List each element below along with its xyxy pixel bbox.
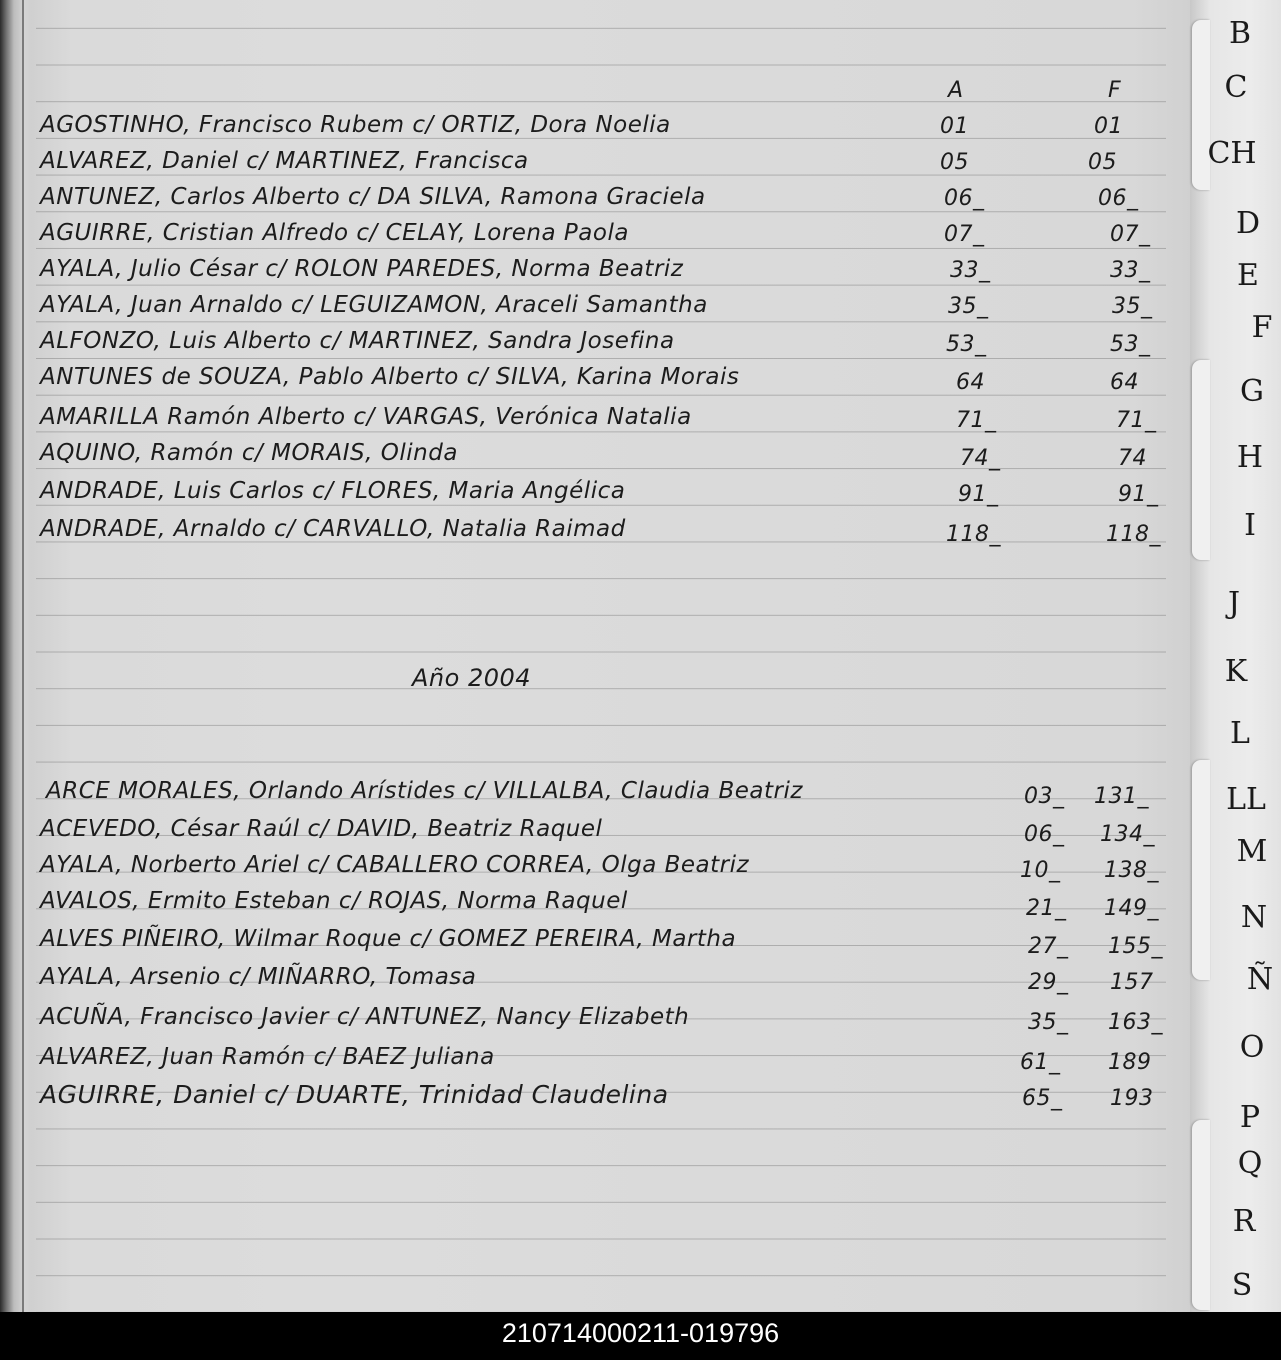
entry-col-f: 06_ (1098, 186, 1139, 211)
index-tab-enye[interactable]: Ñ (1246, 962, 1274, 997)
entry-name: ALVAREZ, Juan Ramón c/ BAEZ Juliana (40, 1044, 495, 1070)
index-tab-s[interactable]: S (1231, 1268, 1253, 1303)
entry-name: AYALA, Julio César c/ ROLON PAREDES, Norma Beatriz (40, 256, 684, 282)
entry-col-f: 155_ (1108, 934, 1163, 959)
entry-col-a: 61_ (1020, 1050, 1061, 1075)
entry-col-f: 64 (1110, 370, 1139, 395)
index-tab-f[interactable]: F (1251, 310, 1273, 345)
entry-col-f: 149_ (1104, 896, 1159, 921)
column-header-a: A (948, 78, 964, 103)
binding-spine (0, 0, 32, 1312)
entry-col-a: 07_ (944, 222, 985, 247)
index-tab-i[interactable]: I (1244, 508, 1256, 543)
entry-name: ALVES PIÑEIRO, Wilmar Roque c/ GOMEZ PEREIRA, Martha (40, 926, 737, 952)
tab-edge (1192, 1120, 1210, 1310)
index-tab-ch[interactable]: CH (1207, 136, 1257, 171)
index-tab-m[interactable]: M (1236, 834, 1268, 869)
column-header-f: F (1108, 78, 1122, 103)
entry-col-f: 05 (1088, 150, 1117, 175)
entry-col-f: 134_ (1100, 822, 1155, 847)
index-tab-k[interactable]: K (1224, 654, 1248, 689)
entry-name: ALVAREZ, Daniel c/ MARTINEZ, Francisca (40, 148, 529, 174)
entry-name: AQUINO, Ramón c/ MORAIS, Olinda (40, 440, 458, 466)
entry-name: AYALA, Juan Arnaldo c/ LEGUIZAMON, Araceli Samantha (40, 292, 708, 318)
entry-col-f: 193 (1110, 1086, 1154, 1111)
entry-col-f: 189 (1108, 1050, 1152, 1075)
entry-col-f: 35_ (1112, 294, 1153, 319)
index-tab-q[interactable]: Q (1237, 1146, 1263, 1181)
index-tab-e[interactable]: E (1237, 258, 1259, 293)
entry-name: AGUIRRE, Daniel c/ DUARTE, Trinidad Claudelina (40, 1080, 669, 1109)
entry-name: ANTUNEZ, Carlos Alberto c/ DA SILVA, Ramona Graciela (40, 184, 706, 210)
entry-col-a: 03_ (1024, 784, 1065, 809)
index-tab-o[interactable]: O (1239, 1030, 1265, 1065)
index-tab-l[interactable]: L (1230, 716, 1250, 751)
entry-col-f: 91_ (1118, 482, 1159, 507)
tab-edge (1192, 360, 1210, 560)
tab-edge (1192, 760, 1210, 980)
entry-name: ANDRADE, Arnaldo c/ CARVALLO, Natalia Raimad (40, 516, 626, 542)
entry-name: ANDRADE, Luis Carlos c/ FLORES, Maria Angélica (40, 478, 626, 504)
entry-col-a: 71_ (956, 408, 997, 433)
entry-col-a: 74_ (960, 446, 1001, 471)
entry-col-f: 163_ (1108, 1010, 1163, 1035)
entry-col-a: 91_ (958, 482, 999, 507)
entry-col-a: 33_ (950, 258, 991, 283)
entry-col-f: 131_ (1094, 784, 1149, 809)
entry-col-a: 29_ (1028, 970, 1069, 995)
entry-col-a: 53_ (946, 332, 987, 357)
index-tab-h[interactable]: H (1236, 440, 1264, 475)
entry-col-a: 06_ (1024, 822, 1065, 847)
entry-col-f: 157 (1110, 970, 1154, 995)
entry-col-a: 118_ (946, 522, 1001, 547)
entry-name: ANTUNES de SOUZA, Pablo Alberto c/ SILVA, Karina Morais (40, 364, 740, 390)
entry-name: ACUÑA, Francisco Javier c/ ANTUNEZ, Nancy Elizabeth (40, 1004, 690, 1030)
entry-name: ALFONZO, Luis Alberto c/ MARTINEZ, Sandra Josefina (40, 328, 675, 354)
index-tab-j[interactable]: J (1227, 586, 1241, 621)
index-tab-p[interactable]: P (1239, 1100, 1261, 1135)
entry-col-f: 71_ (1116, 408, 1157, 433)
spine-line (22, 0, 24, 1312)
entry-col-f: 138_ (1104, 858, 1159, 883)
entry-name: ACEVEDO, César Raúl c/ DAVID, Beatriz Raquel (40, 816, 603, 842)
entry-col-a: 05 (940, 150, 969, 175)
scan-id-caption: 210714000211-019796 (0, 1312, 1281, 1360)
index-tab-g[interactable]: G (1240, 374, 1264, 409)
index-tab-n[interactable]: N (1240, 900, 1268, 935)
year-heading: Año 2004 (412, 664, 532, 692)
entry-col-f: 74 (1118, 446, 1147, 471)
entry-name: AMARILLA Ramón Alberto c/ VARGAS, Verónica Natalia (40, 404, 692, 430)
entry-name: AGUIRRE, Cristian Alfredo c/ CELAY, Lorena Paola (40, 220, 629, 246)
index-tab-r[interactable]: R (1232, 1204, 1256, 1239)
index-tab-c[interactable]: C (1224, 70, 1248, 105)
entry-col-a: 10_ (1020, 858, 1061, 883)
entry-col-f: 53_ (1110, 332, 1151, 357)
entry-col-a: 06_ (944, 186, 985, 211)
entry-col-f: 118_ (1106, 522, 1161, 547)
entry-col-a: 21_ (1026, 896, 1067, 921)
index-tab-ll[interactable]: LL (1226, 782, 1266, 817)
entry-name: AYALA, Norberto Ariel c/ CABALLERO CORREA, Olga Beatriz (40, 852, 750, 878)
entry-name: ARCE MORALES, Orlando Arístides c/ VILLALBA, Claudia Beatriz (46, 778, 803, 804)
entry-col-a: 27_ (1028, 934, 1069, 959)
entry-col-a: 65_ (1022, 1086, 1063, 1111)
entry-col-a: 35_ (1028, 1010, 1069, 1035)
index-tab-b[interactable]: B (1228, 16, 1252, 51)
entry-col-f: 33_ (1110, 258, 1151, 283)
entry-name: AVALOS, Ermito Esteban c/ ROJAS, Norma Raquel (40, 888, 628, 914)
entry-col-a: 64 (956, 370, 985, 395)
entry-col-f: 01 (1094, 114, 1123, 139)
entry-col-a: 01 (940, 114, 969, 139)
entry-col-a: 35_ (948, 294, 989, 319)
entry-name: AGOSTINHO, Francisco Rubem c/ ORTIZ, Dora Noelia (40, 112, 671, 138)
index-tab-d[interactable]: D (1235, 206, 1261, 241)
entry-name: AYALA, Arsenio c/ MIÑARRO, Tomasa (40, 964, 477, 990)
entry-col-f: 07_ (1110, 222, 1151, 247)
